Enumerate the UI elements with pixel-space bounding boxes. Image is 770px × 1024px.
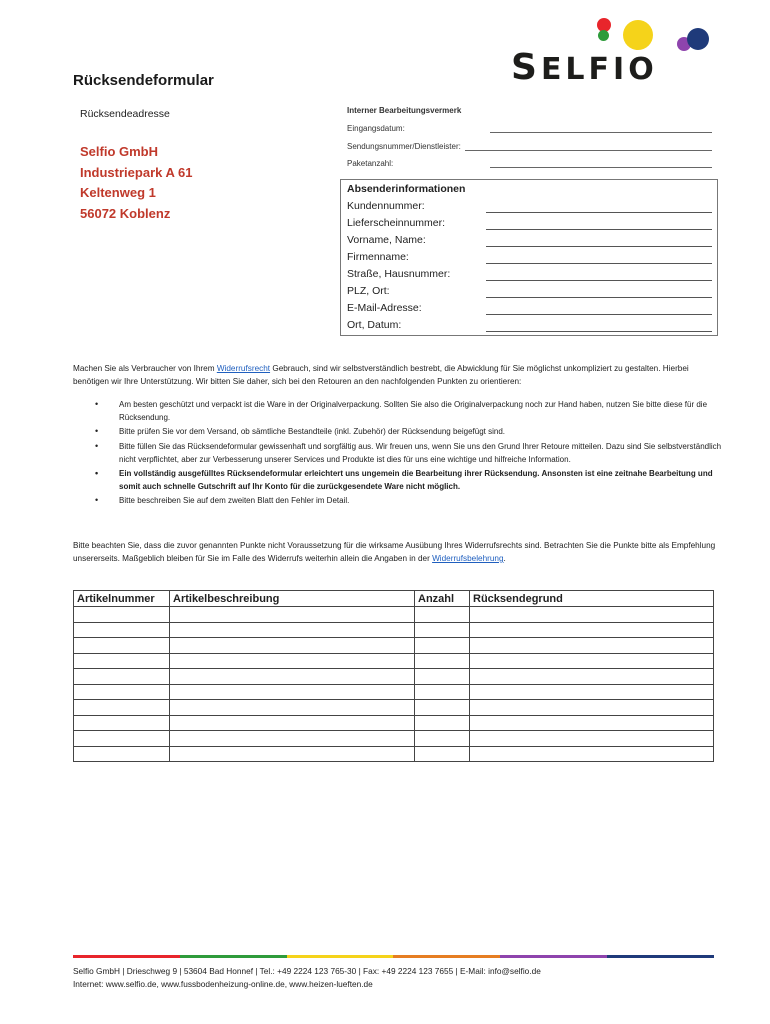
sender-field-label: Kundennummer: (347, 200, 425, 212)
table-cell[interactable] (470, 607, 714, 623)
internal-note-title: Interner Bearbeitungsvermerk (347, 106, 462, 115)
sender-field-row (347, 319, 712, 336)
table-cell[interactable] (74, 607, 170, 623)
sender-field-row (347, 251, 712, 268)
sender-field-line[interactable] (486, 331, 712, 332)
table-cell[interactable] (470, 622, 714, 638)
table-cell[interactable] (470, 669, 714, 685)
table-cell[interactable] (470, 746, 714, 762)
sender-field-line[interactable] (486, 263, 712, 264)
sender-field-row (347, 302, 712, 319)
table-cell[interactable] (170, 715, 415, 731)
internal-field-label: Eingangsdatum: (347, 124, 405, 133)
sender-field-row (347, 268, 712, 285)
table-cell[interactable] (74, 653, 170, 669)
table-cell[interactable] (74, 684, 170, 700)
table-cell[interactable] (170, 669, 415, 685)
note-paragraph: Bitte beachten Sie, dass die zuvor genannten Punkte nicht Voraussetzung für die wirksame Ausübung Ihres Widerrufsrechts sind. Betrachten Sie die Punkte bitte als Empfehlung unsererseits. Maßgeblich bleiben für Sie im Falle des Widerrufs weiterhin allein die Angaben in der Widerrufsbelehrung. (73, 541, 716, 563)
header-return-reason: Rücksendegrund (470, 591, 714, 607)
sender-field-label: Firmenname: (347, 251, 409, 263)
sender-info-box (340, 179, 718, 336)
sender-field-line[interactable] (486, 280, 712, 281)
table-cell[interactable] (415, 715, 470, 731)
sender-field-label: E-Mail-Adresse: (347, 302, 422, 314)
table-cell[interactable] (74, 746, 170, 762)
package-count-line[interactable] (490, 159, 712, 168)
table-row (74, 746, 714, 762)
sender-field-label: Lieferscheinnummer: (347, 217, 446, 229)
logo-ball-green (598, 30, 609, 41)
table-cell[interactable] (74, 700, 170, 716)
sender-field-row (347, 234, 712, 251)
sender-field-label: Ort, Datum: (347, 319, 402, 331)
table-cell[interactable] (415, 684, 470, 700)
list-item: • Am besten geschützt und verpackt ist die Ware in der Originalverpackung. Sollten Sie also die Originalverpackung noch zur Hand haben, nutzen Sie bitte diese für die Rücksendung. (73, 398, 723, 424)
list-item: • Bitte prüfen Sie vor dem Versand, ob sämtliche Bestandteile (inkl. Zubehör) der Rücksendung beigefügt sind. (73, 425, 723, 438)
footer-websites-line: Internet: www.selfio.de, www.fussbodenheizung-online.de, www.heizen-lueften.de (73, 979, 373, 989)
table-row (74, 684, 714, 700)
footer-bar-segment (73, 955, 180, 958)
table-cell[interactable] (170, 700, 415, 716)
table-row (74, 700, 714, 716)
address-line: 56072 Koblenz (80, 205, 171, 221)
internal-field-row (347, 142, 712, 151)
footer (73, 965, 718, 991)
table-cell[interactable] (415, 669, 470, 685)
entry-date-line[interactable] (490, 124, 712, 133)
instruction-list (73, 398, 723, 509)
footer-bar-segment (393, 955, 500, 958)
table-row (74, 715, 714, 731)
footer-bar-segment (607, 955, 714, 958)
page-title: Rücksendeformular (73, 72, 214, 89)
table-cell[interactable] (415, 700, 470, 716)
internal-field-label: Paketanzahl: (347, 159, 394, 168)
logo-ball-navy (687, 28, 709, 50)
table-cell[interactable] (74, 622, 170, 638)
table-cell[interactable] (415, 607, 470, 623)
internal-field-row (347, 124, 712, 133)
table-cell[interactable] (74, 731, 170, 747)
table-row (74, 653, 714, 669)
header-article-number: Artikelnummer (74, 591, 170, 607)
header-quantity: Anzahl (415, 591, 470, 607)
table-cell[interactable] (170, 622, 415, 638)
sender-field-row (347, 285, 712, 302)
footer-contact-line: Selfio GmbH | Drieschweg 9 | 53604 Bad Honnef | Tel.: +49 2224 123 765-30 | Fax: +49 2224 123 7655 | E-Mail: info@selfio.de (73, 966, 541, 976)
sender-field-line[interactable] (486, 314, 712, 315)
table-cell[interactable] (470, 638, 714, 654)
table-row (74, 638, 714, 654)
table-cell[interactable] (470, 653, 714, 669)
sender-field-line[interactable] (486, 212, 712, 213)
footer-color-bar (73, 955, 714, 958)
table-cell[interactable] (470, 715, 714, 731)
list-item: • Ein vollständig ausgefülltes Rücksendeformular erleichtert uns ungemein die Bearbeitung ihrer Rücksendung. Ansonsten ist eine zeitnahe Bearbeitung und somit auch schnelle Gutschrift auf Ihr Konto für die zurückgesendete Ware nicht möglich. (73, 467, 723, 493)
address-line: Keltenweg 1 (80, 185, 156, 200)
table-cell[interactable] (415, 622, 470, 638)
table-cell[interactable] (170, 731, 415, 747)
header-article-description: Artikelbeschreibung (170, 591, 415, 607)
sender-field-row (347, 217, 712, 234)
selfio-logo (505, 15, 715, 95)
sender-field-line[interactable] (486, 246, 712, 247)
table-cell[interactable] (470, 731, 714, 747)
table-header-row (74, 591, 714, 607)
table-cell[interactable] (170, 746, 415, 762)
return-address (80, 142, 192, 224)
table-row (74, 607, 714, 623)
return-address-label: Rücksendeadresse (80, 108, 170, 120)
table-row (74, 731, 714, 747)
table-row (74, 622, 714, 638)
address-line: Selfio GmbH (80, 144, 159, 159)
sender-field-line[interactable] (486, 297, 712, 298)
address-line: Industriepark A 61 (80, 164, 193, 180)
table-row (74, 669, 714, 685)
articles-table (73, 590, 714, 762)
table-cell[interactable] (170, 638, 415, 654)
list-item: • Bitte füllen Sie das Rücksendeformular gewissenhaft und sorgfältig aus. Wir freuen uns, wenn Sie uns den Grund Ihrer Retoure mitteilen. Dazu sind Sie selbstverständlich nicht verpflichtet, aber zur Verbesserung unserer Services und Produkte ist dies für uns eine wichtige und hilfreiche Information. (73, 440, 723, 466)
table-cell[interactable] (415, 638, 470, 654)
sender-field-label: Vorname, Name: (347, 234, 426, 246)
sender-field-line[interactable] (486, 229, 712, 230)
footer-bar-segment (180, 955, 287, 958)
internal-field-label: Sendungsnummer/Dienstleister: (347, 142, 461, 151)
sender-field-label: PLZ, Ort: (347, 285, 390, 297)
table-cell[interactable] (170, 607, 415, 623)
table-cell[interactable] (470, 700, 714, 716)
sender-field-label: Straße, Hausnummer: (347, 268, 451, 280)
table-cell[interactable] (470, 684, 714, 700)
withdrawal-instructions-link[interactable]: Widerrufsbelehrung (432, 554, 504, 563)
table-cell[interactable] (74, 715, 170, 731)
list-item: • Bitte beschreiben Sie auf dem zweiten Blatt den Fehler im Detail. (73, 494, 723, 507)
intro-paragraph: Machen Sie als Verbraucher von Ihrem Widerrufsrecht Gebrauch, sind wir selbstverständlich bestrebt, die Abwicklung für Sie möglichst unkompliziert zu gestalten. Hierbei benötigen wir Ihre Unterstützung. Wir bitten Sie daher, sich bei den Retouren an den nachfolgenden Punkten zu orientieren: (73, 364, 689, 386)
logo-wordmark: SELFIO (511, 47, 658, 88)
internal-field-row (347, 159, 712, 168)
footer-bar-segment (287, 955, 394, 958)
table-cell[interactable] (415, 731, 470, 747)
table-cell[interactable] (170, 653, 415, 669)
table-cell[interactable] (415, 653, 470, 669)
logo-ball-yellow (623, 20, 653, 50)
tracking-number-line[interactable] (465, 142, 712, 151)
table-cell[interactable] (74, 638, 170, 654)
table-cell[interactable] (74, 669, 170, 685)
table-cell[interactable] (415, 746, 470, 762)
sender-info-title: Absenderinformationen (347, 183, 466, 195)
footer-bar-segment (500, 955, 607, 958)
withdrawal-right-link[interactable]: Widerrufsrecht (216, 364, 271, 373)
sender-field-row (347, 200, 712, 217)
table-cell[interactable] (170, 684, 415, 700)
